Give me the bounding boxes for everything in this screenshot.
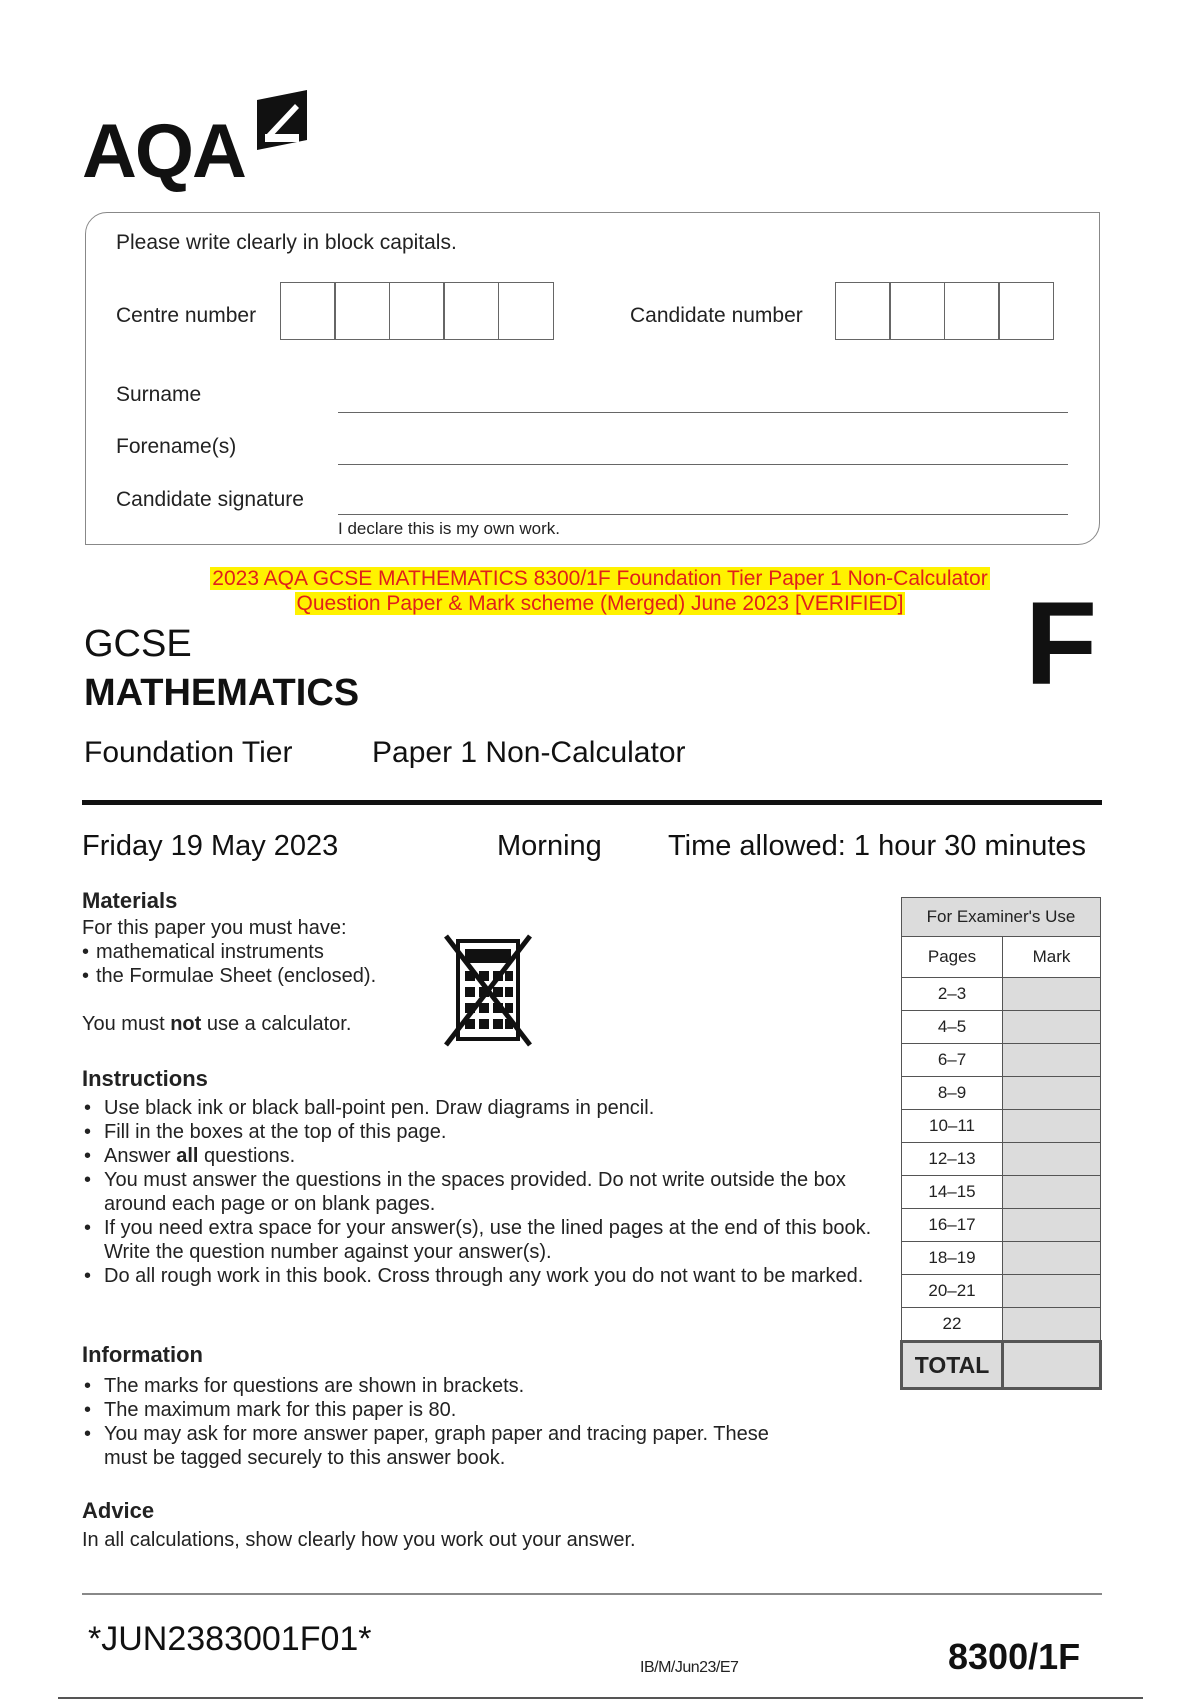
total-label: TOTAL — [902, 1342, 1003, 1389]
footer-divider — [82, 1593, 1102, 1595]
examiner-row — [902, 1308, 1101, 1342]
candidate-number-box[interactable] — [944, 282, 1000, 340]
crossed-out-calculator-icon — [443, 933, 533, 1048]
examiner-row — [902, 978, 1101, 1011]
paper-title: Paper 1 Non-Calculator — [372, 736, 686, 769]
mark-cell[interactable] — [1003, 1143, 1101, 1176]
mark-cell[interactable] — [1003, 1110, 1101, 1143]
page-range-cell: 4–5 — [902, 1011, 1003, 1044]
qualification: GCSE — [84, 623, 192, 665]
page-range-cell: 22 — [902, 1308, 1003, 1342]
information-section — [82, 1342, 802, 1470]
aqa-logo — [82, 95, 311, 194]
candidate-number-label: Candidate number — [630, 304, 803, 327]
page-range-cell: 6–7 — [902, 1044, 1003, 1077]
pages-column-header: Pages — [902, 937, 1003, 978]
instruction-item: • You must answer the questions in the spaces provided. Do not write outside the box around each page or on blank pages. — [82, 1168, 872, 1216]
information-item: • You may ask for more answer paper, graph paper and tracing paper. These must be tagged securely to this answer book. — [82, 1422, 802, 1470]
materials-item: • the Formulae Sheet (enclosed). — [82, 964, 482, 988]
total-mark-cell[interactable] — [1003, 1342, 1101, 1389]
instruction-item: • If you need extra space for your answer(s), use the lined pages at the end of this book. Write the question number against your answer(s). — [82, 1216, 872, 1264]
tier-letter: F — [1025, 578, 1098, 710]
signature-line[interactable] — [338, 514, 1068, 515]
header-divider — [82, 800, 1102, 805]
page-range-cell: 14–15 — [902, 1176, 1003, 1209]
examiner-row — [902, 1077, 1101, 1110]
examiners-use-table — [900, 897, 1100, 1390]
materials-heading: Materials — [82, 888, 178, 913]
centre-number-label: Centre number — [116, 304, 257, 327]
advice-section — [82, 1498, 842, 1552]
information-heading: Information — [82, 1342, 203, 1367]
examiner-row — [902, 1176, 1101, 1209]
page-range-cell: 18–19 — [902, 1242, 1003, 1275]
reference-code: IB/M/Jun23/E7 — [640, 1659, 739, 1676]
page-range-cell: 12–13 — [902, 1143, 1003, 1176]
highlighted-title-line-1: 2023 AQA GCSE MATHEMATICS 8300/1F Foundation Tier Paper 1 Non-Calculator — [212, 567, 988, 590]
examiner-row — [902, 1143, 1101, 1176]
mark-cell[interactable] — [1003, 1242, 1101, 1275]
examiner-row — [902, 1275, 1101, 1308]
forename-label: Forename(s) — [116, 435, 237, 458]
declaration-text: I declare this is my own work. — [338, 519, 561, 538]
instructions-list — [82, 1096, 872, 1288]
page-range-cell: 20–21 — [902, 1275, 1003, 1308]
candidate-number-box[interactable] — [889, 282, 945, 340]
examiner-row — [902, 1011, 1101, 1044]
time-allowed: Time allowed: 1 hour 30 minutes — [668, 830, 1087, 862]
page-range-cell: 10–11 — [902, 1110, 1003, 1143]
exam-date: Friday 19 May 2023 — [82, 830, 339, 862]
centre-number-box[interactable] — [334, 282, 390, 340]
page-range-cell: 2–3 — [902, 978, 1003, 1011]
exam-session: Morning — [497, 830, 602, 862]
mark-cell[interactable] — [1003, 1275, 1101, 1308]
aqa-logo-mark-icon — [251, 90, 311, 150]
paper-code: 8300/1F — [948, 1636, 1081, 1677]
centre-number-boxes[interactable] — [281, 282, 554, 340]
barcode-text: *JUN2383001F01* — [88, 1620, 372, 1658]
centre-number-box[interactable] — [280, 282, 336, 340]
centre-number-box[interactable] — [498, 282, 554, 340]
instructions-section — [82, 1066, 872, 1288]
advice-text: In all calculations, show clearly how you work out your answer. — [82, 1529, 636, 1551]
highlighted-title — [0, 566, 1200, 616]
examiner-row — [902, 1209, 1101, 1242]
instruction-item: • Do all rough work in this book. Cross through any work you do not want to be marked. — [82, 1264, 872, 1288]
mark-cell[interactable] — [1003, 1044, 1101, 1077]
mark-column-header: Mark — [1003, 937, 1101, 978]
tier: Foundation Tier — [84, 736, 293, 769]
materials-list — [82, 940, 482, 988]
block-capitals-instruction: Please write clearly in block capitals. — [116, 231, 457, 254]
mark-cell[interactable] — [1003, 1011, 1101, 1044]
mark-cell[interactable] — [1003, 1209, 1101, 1242]
instruction-item: • Use black ink or black ball-point pen. Draw diagrams in pencil. — [82, 1096, 872, 1120]
surname-label: Surname — [116, 383, 202, 406]
materials-intro: For this paper you must have: — [82, 917, 347, 939]
mark-cell[interactable] — [1003, 1176, 1101, 1209]
information-item: • The marks for questions are shown in brackets. — [82, 1374, 802, 1398]
calculator-notice: You must not use a calculator. — [82, 1013, 352, 1035]
forename-line[interactable] — [338, 464, 1068, 465]
materials-section — [82, 888, 482, 1036]
information-list — [82, 1374, 802, 1470]
candidate-number-boxes[interactable] — [836, 282, 1054, 340]
surname-line[interactable] — [338, 412, 1068, 413]
signature-label: Candidate signature — [116, 488, 304, 511]
logo-text: AQA — [82, 109, 245, 194]
centre-number-box[interactable] — [389, 282, 445, 340]
mark-cell[interactable] — [1003, 1077, 1101, 1110]
page-range-cell: 16–17 — [902, 1209, 1003, 1242]
examiner-row — [902, 1242, 1101, 1275]
mark-cell[interactable] — [1003, 978, 1101, 1011]
candidate-number-box[interactable] — [835, 282, 891, 340]
examiner-row — [902, 1110, 1101, 1143]
page-bottom-rule — [58, 1697, 1143, 1699]
instruction-item: • Fill in the boxes at the top of this page. — [82, 1120, 872, 1144]
candidate-number-box[interactable] — [998, 282, 1054, 340]
subject: MATHEMATICS — [84, 672, 360, 714]
centre-number-box[interactable] — [443, 282, 499, 340]
highlighted-title-line-2: Question Paper & Mark scheme (Merged) June 2023 [VERIFIED] — [296, 592, 904, 615]
instruction-item: • Answer all questions. — [82, 1144, 872, 1168]
instructions-heading: Instructions — [82, 1066, 208, 1091]
materials-item: • mathematical instruments — [82, 940, 482, 964]
examiner-row — [902, 1044, 1101, 1077]
mark-cell[interactable] — [1003, 1308, 1101, 1342]
information-item: • The maximum mark for this paper is 80. — [82, 1398, 802, 1422]
page-range-cell: 8–9 — [902, 1077, 1003, 1110]
examiners-use-title: For Examiner's Use — [902, 898, 1101, 937]
advice-heading: Advice — [82, 1498, 155, 1523]
